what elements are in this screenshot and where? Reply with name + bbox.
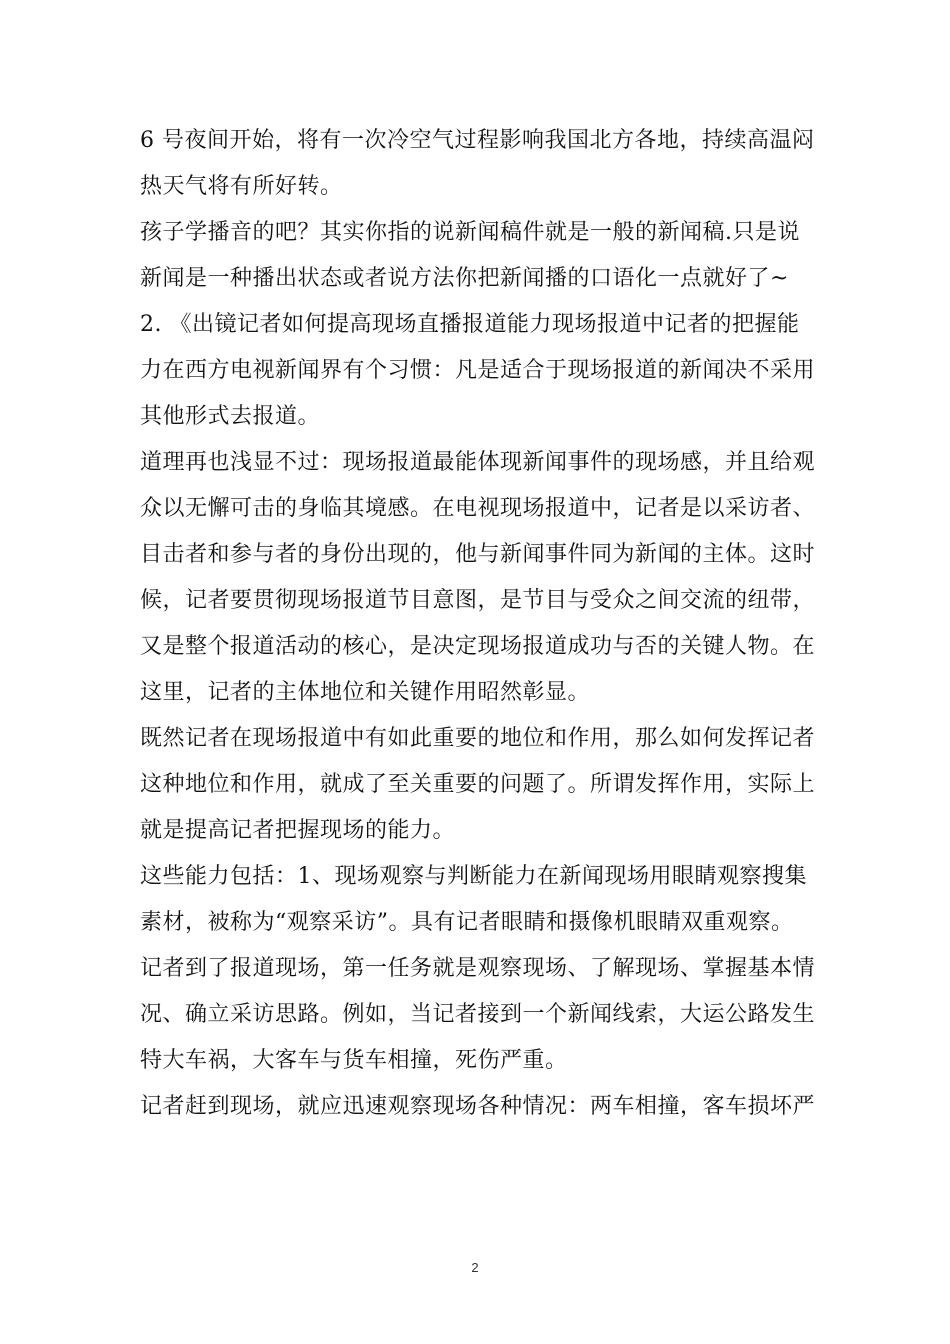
document-body	[140, 118, 820, 1130]
text-line: 况、确立采访思路。例如，当记者接到一个新闻线索，大运公路发生	[140, 1002, 816, 1027]
text-line: 素材，被称为“观察采访”。具有记者眼睛和摄像机眼睛双重观察。	[140, 910, 794, 935]
text-line: 孩子学播音的吧？其实你指的说新闻稿件就是一般的新闻稿.只是说	[140, 220, 800, 245]
text-line: 记者到了报道现场，第一任务就是观察现场、了解现场、掌握基本情	[140, 956, 816, 981]
text-line: 众以无懈可击的身临其境感。在电视现场报道中，记者是以采访者、	[140, 496, 816, 521]
text-line: 这种地位和作用，就成了至关重要的问题了。所谓发挥作用，实际上	[140, 772, 816, 797]
text-line: 又是整个报道活动的核心，是决定现场报道成功与否的关键人物。在	[140, 634, 816, 659]
text-line: 这些能力包括：1、现场观察与判断能力在新闻现场用眼睛观察搜集	[140, 864, 807, 889]
text-line: 新闻是一种播出状态或者说方法你把新闻播的口语化一点就好了~	[140, 266, 789, 291]
text-line: 其他形式去报道。	[140, 404, 321, 429]
text-line: 既然记者在现场报道中有如此重要的地位和作用，那么如何发挥记者	[140, 726, 816, 751]
text-line: 目击者和参与者的身份出现的，他与新闻事件同为新闻的主体。这时	[140, 542, 816, 567]
text-line: 特大车祸，大客车与货车相撞，死伤严重。	[140, 1048, 568, 1073]
text-line: 力在西方电视新闻界有个习惯：凡是适合于现场报道的新闻决不采用	[140, 358, 816, 383]
text-line: 候，记者要贯彻现场报道节目意图，是节目与受众之间交流的纽带，	[140, 588, 816, 613]
text-line: 6 号夜间开始，将有一次冷空气过程影响我国北方各地，持续高温闷	[140, 128, 815, 153]
text-line: 2. 《出镜记者如何提高现场直播报道能力现场报道中记者的把握能	[140, 312, 800, 337]
page-number: 2	[471, 1260, 479, 1275]
text-line: 热天气将有所好转。	[140, 174, 343, 199]
text-line: 道理再也浅显不过：现场报道最能体现新闻事件的现场感，并且给观	[140, 450, 816, 475]
text-line: 就是提高记者把握现场的能力。	[140, 818, 456, 843]
text-line: 这里，记者的主体地位和关键作用昭然彰显。	[140, 680, 591, 705]
text-line: 记者赶到现场，就应迅速观察现场各种情况：两车相撞，客车损坏严	[140, 1094, 816, 1119]
